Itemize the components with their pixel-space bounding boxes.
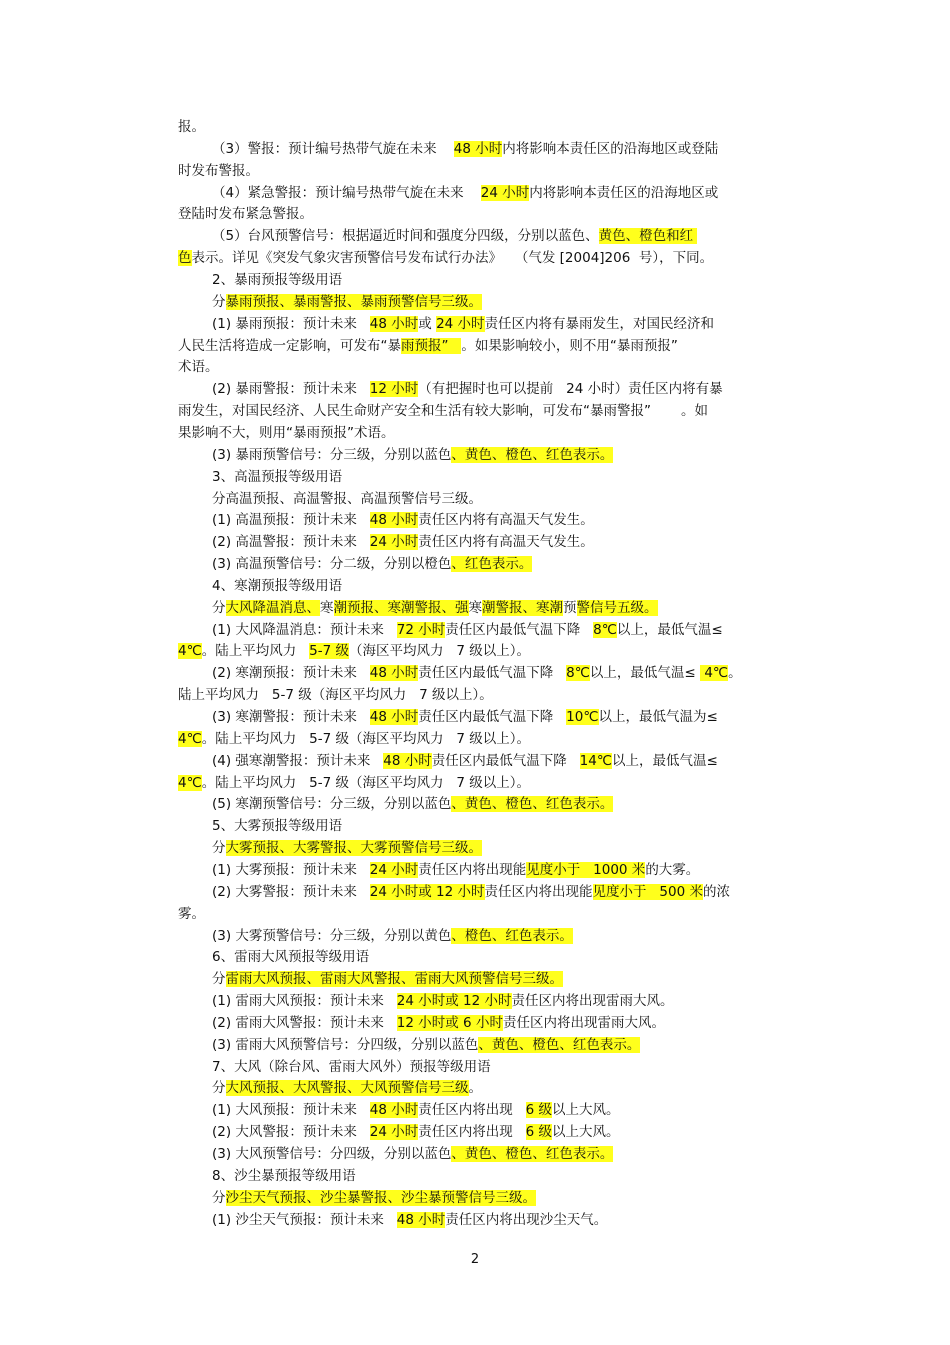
text-segment: (2) 暴雨警报：预计未来 (212, 381, 370, 398)
text-segment: (1) 沙尘天气预报：预计未来 (212, 1211, 397, 1228)
text-segment: （5）台风预警信号：根据逼近时间和强度分四级，分别以蓝色、 (212, 228, 599, 245)
text-line (178, 1166, 852, 1187)
text-line (178, 1035, 852, 1056)
text-segment: (3) 暴雨预警信号：分三级，分别以蓝色 (212, 446, 452, 463)
text-line (178, 314, 852, 335)
highlighted-text: 48 小时 (383, 752, 432, 769)
highlighted-text: 10℃ (566, 709, 599, 725)
text-segment: 以上，最低气温≤ (589, 665, 701, 682)
text-segment: （海区平均风力 7 级以上）。 (348, 643, 530, 660)
highlighted-text: 48 小时 (369, 665, 419, 682)
text-line (178, 139, 852, 160)
text-segment: 责任区内将出现 (418, 1124, 526, 1141)
text-line (178, 1078, 852, 1099)
text-segment: 。 (728, 665, 742, 682)
highlighted-text: 潮预报、寒潮警报、强 (333, 599, 469, 616)
page-number: 2 (470, 1252, 480, 1267)
text-segment: 以上，最低气温≤ (612, 752, 718, 769)
text-line (178, 882, 852, 903)
highlighted-text: 大风降温消息、 (225, 599, 320, 616)
text-segment: 责任区内将出现雷雨大风。 (511, 993, 674, 1009)
highlighted-text: 72 小时 (396, 621, 446, 638)
text-segment: 以上，最低气温为≤ (598, 709, 718, 725)
text-segment: (1) 暴雨预报：预计未来 (212, 315, 370, 332)
text-line (178, 489, 852, 510)
text-segment: 以上大风。 (552, 1124, 620, 1141)
text-line (178, 641, 818, 662)
text-segment: 3、高温预报等级用语 (212, 468, 343, 485)
highlighted-text: 8℃ (593, 621, 617, 638)
highlighted-text: 48 小时 (369, 709, 419, 725)
text-line (178, 117, 818, 138)
text-segment: 以上大风。 (552, 1102, 620, 1119)
text-segment: (4) 强寒潮警报：预计未来 (212, 752, 384, 769)
highlighted-text: 潮警报、寒潮 (482, 599, 563, 616)
text-segment: 。 (468, 1080, 482, 1097)
text-segment: 责任区内将有高温天气发生。 (418, 534, 594, 551)
text-segment: 果影响不大，则用“暴雨预报”术语。 (178, 424, 395, 441)
text-segment: 分 (212, 1189, 226, 1206)
highlighted-text: 暴雨预报、暴雨警报、暴雨预警信号三级。 (225, 293, 482, 310)
text-line (178, 336, 818, 357)
text-line (178, 423, 818, 444)
highlighted-text: 大雾预报、大雾警报、大雾预警信号三级。 (225, 840, 482, 857)
highlighted-text: 雨预报” (401, 337, 462, 354)
highlighted-text: 警信号五级。 (576, 599, 658, 616)
text-segment: (3) 高温预警信号：分二级，分别以橙色 (212, 556, 452, 572)
text-segment: （有把握时也可以提前 24 小时）责任区内将有暴 (418, 381, 723, 398)
text-segment: 雨发生，对国民经济、人民生命财产安全和生活有较大影响，可发布“暴雨警报” 。如 (178, 403, 709, 420)
highlighted-text: 、黄色、橙色、红色表示。 (451, 796, 614, 813)
text-segment: 责任区内最低气温下降 (445, 621, 594, 638)
text-segment: (1) 高温预报：预计未来 (212, 512, 370, 529)
text-line (178, 183, 852, 204)
text-segment: 术语。 (178, 359, 219, 376)
text-segment: (1) 大风降温消息：预计未来 (212, 621, 397, 638)
highlighted-text: 48 小时 (396, 1211, 446, 1228)
text-line (178, 1210, 852, 1231)
text-segment: (3) 大雾预警信号：分三级，分别以黄色 (212, 927, 452, 944)
highlighted-text: 雷雨大风预报、雷雨大风警报、雷雨大风预警信号三级。 (225, 971, 563, 988)
text-line (178, 685, 818, 706)
highlighted-text: 12 小时或 6 小时 (396, 1014, 503, 1031)
highlighted-text: 48 小时 (369, 512, 419, 529)
text-line (178, 1100, 852, 1121)
text-segment: 分 (212, 971, 226, 988)
highlighted-text: 24 小时 (369, 861, 419, 878)
text-segment: (1) 大雾预报：预计未来 (212, 861, 370, 878)
highlighted-text: 4℃ (178, 730, 202, 747)
text-segment: 报。 (178, 119, 205, 135)
text-segment: 4、寒潮预报等级用语 (212, 577, 343, 594)
text-segment: 寒 (320, 599, 334, 616)
highlighted-text: 48 小时 (369, 315, 419, 332)
text-line (178, 445, 852, 466)
text-segment: 责任区内将出现能 (418, 861, 527, 878)
text-line (178, 969, 852, 990)
text-line (178, 794, 852, 815)
text-segment: 寒 (468, 599, 482, 616)
highlighted-text: 14℃ (579, 752, 612, 769)
text-segment: 的浓 (702, 883, 730, 900)
text-segment: 责任区内将有高温天气发生。 (418, 512, 594, 529)
highlighted-text: 大风预报、大风警报、大风预警信号三级 (225, 1080, 469, 1097)
text-segment: （3）警报：预计编号热带气旋在未来 (212, 140, 454, 157)
highlighted-text: 24 小时 (480, 184, 530, 201)
text-segment: 。如果影响较小，则不用“暴雨预报” (461, 337, 678, 354)
highlighted-text: 4℃ (178, 643, 202, 660)
text-line (178, 161, 818, 182)
highlighted-text: 、橙色、红色表示。 (451, 927, 573, 944)
highlighted-text: 见度小于 500 米 (592, 883, 703, 900)
text-line (178, 1122, 852, 1143)
highlighted-text: 6 级 (525, 1124, 553, 1141)
text-segment: (5) 寒潮预警信号：分三级，分别以蓝色 (212, 796, 452, 813)
highlighted-text: 、黄色、橙色、红色表示。 (451, 446, 614, 463)
highlighted-text: 6 级 (525, 1102, 553, 1119)
text-line (178, 292, 852, 313)
text-line (178, 379, 852, 400)
text-line (178, 707, 852, 728)
text-line (178, 1057, 852, 1078)
text-segment: 以上，最低气温≤ (616, 621, 723, 638)
text-segment: 责任区内将有暴雨发生，对国民经济和 (484, 315, 715, 332)
text-segment: (2) 大风警报：预计未来 (212, 1124, 370, 1141)
text-segment: 6、雷雨大风预报等级用语 (212, 949, 370, 966)
highlighted-text: 48 小时 (369, 1102, 419, 1119)
text-segment: 分 (212, 840, 226, 857)
text-line (178, 598, 852, 619)
text-line (178, 401, 818, 422)
text-line (178, 904, 818, 925)
text-segment: 8、沙尘暴预报等级用语 (212, 1167, 356, 1184)
text-segment: (3) 雷雨大风预警信号：分四级，分别以蓝色 (212, 1036, 479, 1053)
text-segment: 内将影响本责任区的沿海地区或 (529, 184, 719, 201)
text-line (178, 532, 852, 553)
text-line (178, 467, 852, 488)
text-segment: 。陆上平均风力 5-7 级（海区平均风力 7 级以上）。 (201, 774, 530, 791)
text-line (178, 663, 852, 684)
text-segment: (3) 寒潮警报：预计未来 (212, 709, 370, 725)
text-line (178, 751, 852, 772)
text-line (178, 860, 852, 881)
text-line (178, 926, 852, 947)
text-segment: (1) 雷雨大风预报：预计未来 (212, 993, 397, 1009)
text-segment: 雾。 (178, 905, 205, 922)
text-segment: (2) 大雾警报：预计未来 (212, 883, 370, 900)
text-segment: 责任区内将出现沙尘天气。 (445, 1211, 608, 1228)
highlighted-text: 、黄色、橙色、红色表示。 (478, 1036, 641, 1053)
highlighted-text: 48 小时 (453, 140, 503, 157)
highlighted-text: 黄色、橙色和红 (598, 228, 698, 245)
text-segment: (1) 大风预报：预计未来 (212, 1102, 370, 1119)
text-line (178, 510, 852, 531)
text-line (178, 620, 852, 641)
text-line (178, 270, 852, 291)
text-segment: 或 (418, 315, 437, 332)
text-line (178, 729, 818, 750)
text-segment: 分 (212, 293, 226, 310)
text-segment: (2) 寒潮预报：预计未来 (212, 665, 370, 682)
highlighted-text: 24 小时 (369, 1124, 419, 1141)
highlighted-text: 沙尘天气预报、沙尘暴警报、沙尘暴预警信号三级。 (225, 1189, 536, 1206)
text-line (178, 226, 852, 247)
text-line (178, 357, 818, 378)
text-line (178, 773, 818, 794)
highlighted-text: 、黄色、橙色、红色表示。 (451, 1146, 614, 1162)
highlighted-text: 4℃ (700, 665, 729, 682)
text-segment: 登陆时发布紧急警报。 (178, 206, 313, 223)
highlighted-text: 24 小时 (436, 315, 485, 332)
text-segment: 预 (563, 599, 577, 616)
text-segment: （4）紧急警报：预计编号热带气旋在未来 (212, 184, 481, 201)
text-segment: 责任区内最低气温下降 (418, 709, 567, 725)
text-segment: 分高温预报、高温警报、高温预警信号三级。 (212, 490, 482, 507)
text-segment: 人民生活将造成一定影响，可发布“暴 (178, 337, 401, 354)
highlighted-text: 24 小时 (369, 534, 419, 551)
text-line (178, 816, 852, 837)
highlighted-text: 4℃ (178, 774, 202, 791)
highlighted-text: 12 小时 (369, 381, 419, 398)
text-segment: 。陆上平均风力 (201, 643, 310, 660)
text-segment: 的大雾。 (645, 861, 700, 878)
highlighted-text: 5-7 级 (309, 643, 349, 660)
text-segment: 分 (212, 1080, 226, 1097)
text-segment: (3) 大风预警信号：分四级，分别以蓝色 (212, 1146, 452, 1162)
text-segment: 表示。详见《突发气象灾害预警信号发布试行办法》 （气发 [2004]206 号），下同。 (191, 250, 714, 267)
highlighted-text: 24 小时或 12 小时 (396, 993, 512, 1009)
text-segment: 2、暴雨预报等级用语 (212, 272, 343, 288)
text-line (178, 554, 852, 575)
text-line (178, 947, 852, 968)
text-line (178, 1144, 852, 1165)
highlighted-text: 8℃ (566, 665, 590, 682)
text-line (178, 838, 852, 859)
highlighted-text: 见度小于 1000 米 (526, 861, 646, 878)
text-segment: 5、大雾预报等级用语 (212, 818, 343, 835)
text-line (178, 248, 818, 269)
text-segment: 责任区内最低气温下降 (431, 752, 580, 769)
text-segment: 时发布警报。 (178, 162, 259, 179)
text-segment: (2) 高温警报：预计未来 (212, 534, 370, 551)
text-line (178, 1013, 852, 1034)
text-line (178, 576, 852, 597)
text-segment: 责任区内将出现 (418, 1102, 526, 1119)
text-line (178, 204, 818, 225)
highlighted-text: 24 小时或 12 小时 (369, 883, 485, 900)
text-line (178, 991, 852, 1012)
text-segment: 内将影响本责任区的沿海地区或登陆 (502, 140, 719, 157)
text-segment: 7、大风（除台风、雷雨大风外）预报等级用语 (212, 1058, 491, 1075)
highlighted-text: 、红色表示。 (451, 556, 533, 572)
text-segment: 分 (212, 599, 226, 616)
text-segment: (2) 雷雨大风警报：预计未来 (212, 1014, 397, 1031)
text-segment: 责任区内将出现能 (484, 883, 593, 900)
text-segment: 陆上平均风力 5-7 级（海区平均风力 7 级以上）。 (178, 687, 493, 704)
text-segment: 责任区内最低气温下降 (418, 665, 567, 682)
text-line (178, 1188, 852, 1209)
text-segment: 。陆上平均风力 5-7 级（海区平均风力 7 级以上）。 (201, 730, 530, 747)
text-segment: 责任区内将出现雷雨大风。 (502, 1014, 665, 1031)
highlighted-text: 色 (178, 250, 192, 267)
